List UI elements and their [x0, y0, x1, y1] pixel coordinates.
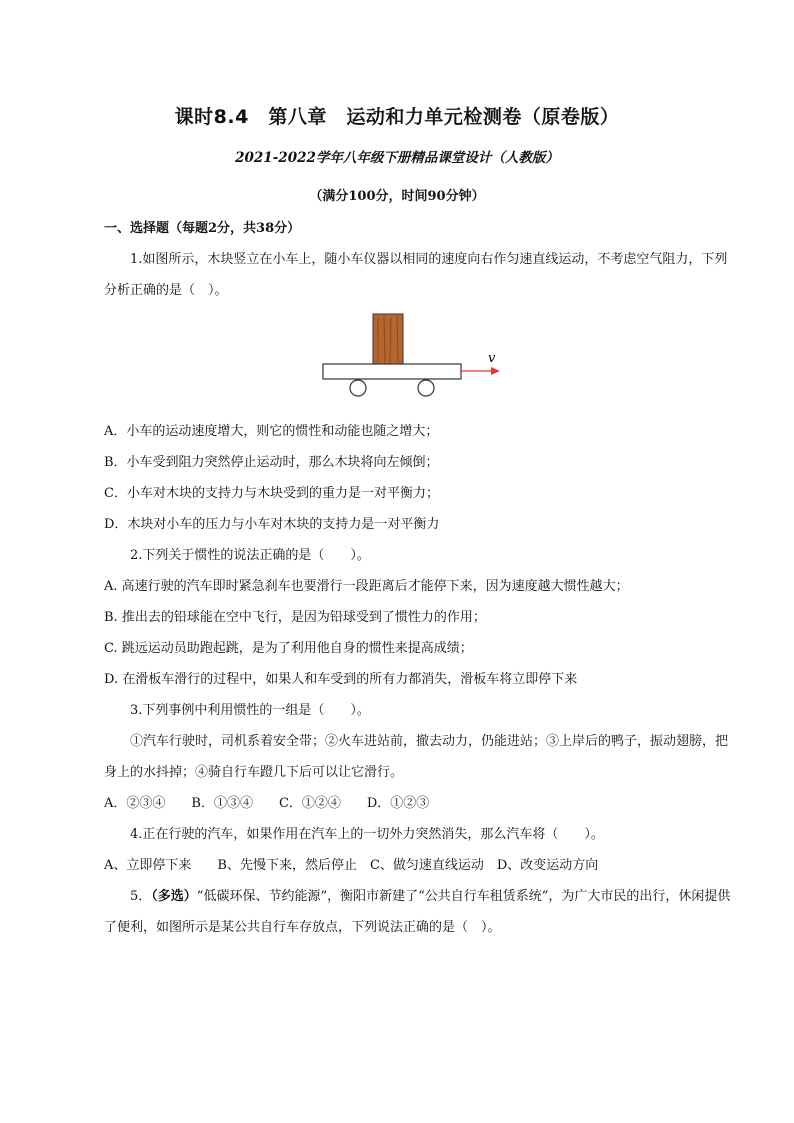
- document-subtitle: 2021-2022学年八年级下册精品课堂设计（人教版）: [235, 150, 559, 166]
- question-2-stem: 2.下列关于惯性的说法正确的是（ ）。: [130, 548, 370, 563]
- question-3-stem: 3.下列事例中利用惯性的一组是（ ）。: [130, 703, 370, 718]
- question-1-option-a: A．小车的运动速度增大，则它的惯性和动能也随之增大；: [104, 424, 439, 439]
- section-title: 一、选择题（每题2分，共38分）: [104, 221, 301, 236]
- velocity-label: v: [488, 351, 496, 366]
- question-1-option-b: B．小车受到阻力突然停止运动时，那么木块将向左倾倒；: [104, 455, 439, 470]
- document-title: 课时8.4 第八章 运动和力单元检测卷（原卷版）: [174, 106, 620, 128]
- question-2-option-c: C. 跳远运动员助跑起跳，是为了利用他自身的惯性来提高成绩；: [104, 641, 473, 656]
- question-3-options: A．②③④ B．①③④ C．①②④ D．①②③: [104, 796, 430, 811]
- question-4-stem: 4.正在行驶的汽车，如果作用在汽车上的一切外力突然消失，那么汽车将（ ）。: [130, 827, 604, 842]
- question-5-stem: [104, 881, 734, 943]
- score-info: （满分100分，时间90分钟）: [309, 189, 485, 204]
- cart-wheel-right: [418, 380, 434, 396]
- question-5-multi-tag: （多选）: [151, 889, 197, 904]
- cart-wheel-left: [350, 380, 366, 396]
- exam-content: [104, 213, 734, 943]
- question-5-number: 5．: [130, 889, 152, 904]
- cart-block-figure: [104, 306, 734, 416]
- question-2-option-a: A. 高速行驶的汽车即时紧急刹车也要滑行一段距离后才能停下来，因为速度越大惯性越大；: [104, 579, 629, 594]
- question-3-body: ①汽车行驶时，司机系着安全带；②火车进站前，撤去动力，仍能进站；③上岸后的鸭子，振动翅膀，把身上的水抖掉；④骑自行车蹬几下后可以让它滑行。: [104, 734, 729, 780]
- cart-diagram: [318, 310, 518, 410]
- question-1-option-d: D．木块对小车的压力与小车对木块的支持力是一对平衡力: [104, 517, 440, 532]
- question-5-text: “低碳环保、节约能源”，衡阳市新建了“公共自行车租赁系统”，为广大市民的出行，休闲提供了便利，如图所示是某公共自行车存放点，下列说法正确的是（ ）。: [104, 889, 731, 935]
- velocity-arrow-head: [491, 367, 500, 375]
- cart-body: [323, 364, 461, 379]
- question-2-option-d: D. 在滑板车滑行的过程中，如果人和车受到的所有力都消失，滑板车将立即停下来: [104, 672, 578, 687]
- question-1-stem: 1.如图所示，木块竖立在小车上，随小车仪器以相同的速度向右作匀速直线运动，不考虑空气阻力，下列分析正确的是（ ）。: [104, 252, 728, 298]
- question-2-option-b: B. 推出去的铅球能在空中飞行，是因为铅球受到了惯性力的作用；: [104, 610, 486, 625]
- question-4-options: A、立即停下来 B、先慢下来，然后停止 C、做匀速直线运动 D、改变运动方向: [104, 858, 599, 873]
- question-1-option-c: C．小车对木块的支持力与木块受到的重力是一对平衡力；: [104, 486, 439, 501]
